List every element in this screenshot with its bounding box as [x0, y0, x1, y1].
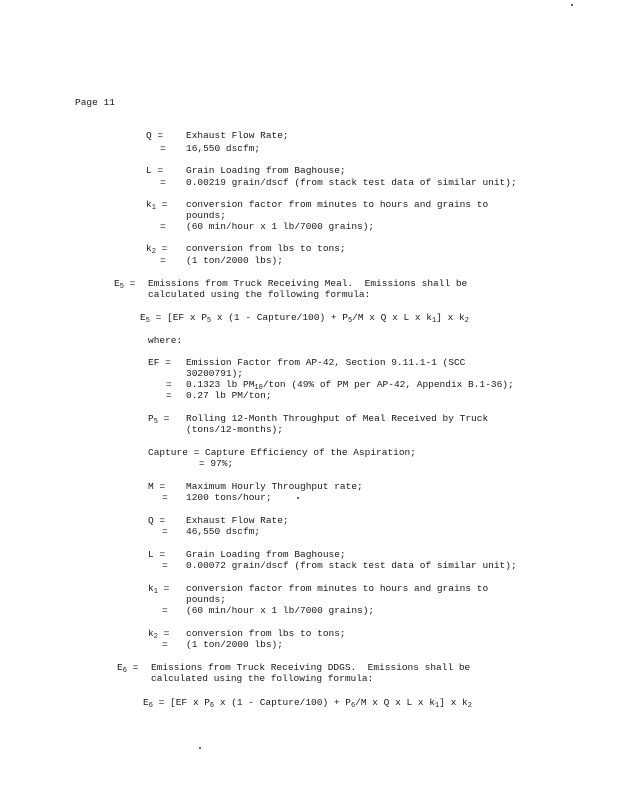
k1-value: (60 min/hour x 1 lb/7000 grains);	[186, 605, 375, 616]
k1-symbol: $k_1$ =	[148, 583, 170, 596]
k1-definition-cont: pounds;	[186, 210, 226, 221]
capture-value: = 97%;	[199, 458, 234, 469]
e5-description-cont: calculated using the following formula:	[148, 289, 371, 300]
m-definition: Maximum Hourly Throughput rate;	[186, 481, 363, 492]
k2-value: (1 ton/2000 lbs);	[186, 255, 283, 266]
k2-definition: conversion from lbs to tons;	[186, 628, 346, 639]
q-symbol: Q =	[146, 130, 164, 141]
ef-symbol: EF =	[148, 357, 171, 368]
eq-sign: =	[162, 560, 168, 571]
ef-pm10-value: 0.1323 lb $PM_{10}$/ton (49% of PM per AP-42, Appendix B.1-36);	[186, 379, 514, 392]
where-label: where:	[148, 335, 183, 346]
k1-symbol: $k_1$ =	[146, 199, 168, 212]
scan-speck	[571, 4, 573, 6]
page-label: Page 11	[75, 97, 115, 108]
scan-speck	[199, 747, 201, 749]
e5-label: $E_5$ =	[114, 278, 136, 291]
eq-sign: =	[162, 605, 168, 616]
ef-definition: Emission Factor from AP-42, Section 9.11.1-1 (SCC	[186, 357, 466, 368]
k1-definition-cont: pounds;	[186, 594, 226, 605]
eq-sign: =	[160, 143, 166, 154]
q-definition: Exhaust Flow Rate;	[186, 515, 289, 526]
e6-description-cont: calculated using the following formula:	[151, 673, 374, 684]
ef-pm-value: 0.27 lb PM/ton;	[186, 390, 272, 401]
m-value: 1200 tons/hour;	[186, 492, 272, 503]
e6-label: $E_6$ =	[117, 662, 139, 675]
k2-symbol: $k_2$ =	[148, 628, 170, 641]
eq-sign: =	[160, 177, 166, 188]
l-symbol: L =	[146, 165, 164, 176]
eq-sign: =	[162, 492, 168, 503]
k1-definition: conversion factor from minutes to hours and grains to	[186, 199, 489, 210]
k1-value: (60 min/hour x 1 lb/7000 grains);	[186, 221, 375, 232]
e6-description: Emissions from Truck Receiving DDGS. Emissions shall be	[151, 662, 471, 673]
l-value: 0.00072 grain/dscf (from stack test data of similar unit);	[186, 560, 517, 571]
l-symbol: L =	[148, 549, 166, 560]
eq-sign: =	[162, 526, 168, 537]
eq-sign: =	[166, 390, 172, 401]
scan-speck	[297, 497, 299, 499]
p5-definition: Rolling 12-Month Throughput of Meal Received by Truck	[186, 413, 489, 424]
eq-sign: =	[162, 639, 168, 650]
l-definition: Grain Loading from Baghouse;	[186, 165, 346, 176]
m-symbol: M =	[148, 481, 166, 492]
eq-sign: =	[160, 255, 166, 266]
l-value: 0.00219 grain/dscf (from stack test data of similar unit);	[186, 177, 517, 188]
q-value: 46,550 dscfm;	[186, 526, 261, 537]
k1-definition: conversion factor from minutes to hours and grains to	[186, 583, 489, 594]
eq-sign: =	[160, 221, 166, 232]
p5-definition-cont: (tons/12-months);	[186, 424, 283, 435]
capture-definition: Capture = Capture Efficiency of the Aspiration;	[148, 447, 416, 458]
e5-formula: $E_5 = [EF$ x $P_5$ x (1 - Capture/100) + $P_5/M$ x Q x L x $k_1$] x $k_2$	[140, 312, 469, 325]
l-definition: Grain Loading from Baghouse;	[186, 549, 346, 560]
eq-sign: =	[166, 379, 172, 390]
q-value: 16,550 dscfm;	[186, 143, 261, 154]
e5-description: Emissions from Truck Receiving Meal. Emissions shall be	[148, 278, 468, 289]
p5-symbol: $P_5$ =	[148, 413, 170, 426]
q-symbol: Q =	[148, 515, 166, 526]
k2-definition: conversion from lbs to tons;	[186, 243, 346, 254]
ef-definition-cont: 30200791);	[186, 368, 244, 379]
k2-value: (1 ton/2000 lbs);	[186, 639, 283, 650]
e6-formula: $E_6 = [EF$ x $P_6$ x (1 - Capture/100) + $P_6/M$ x Q x L x $k_1$] x $k_2$	[143, 697, 472, 710]
q-definition: Exhaust Flow Rate;	[186, 130, 289, 141]
k2-symbol: $k_2$ =	[146, 243, 168, 256]
